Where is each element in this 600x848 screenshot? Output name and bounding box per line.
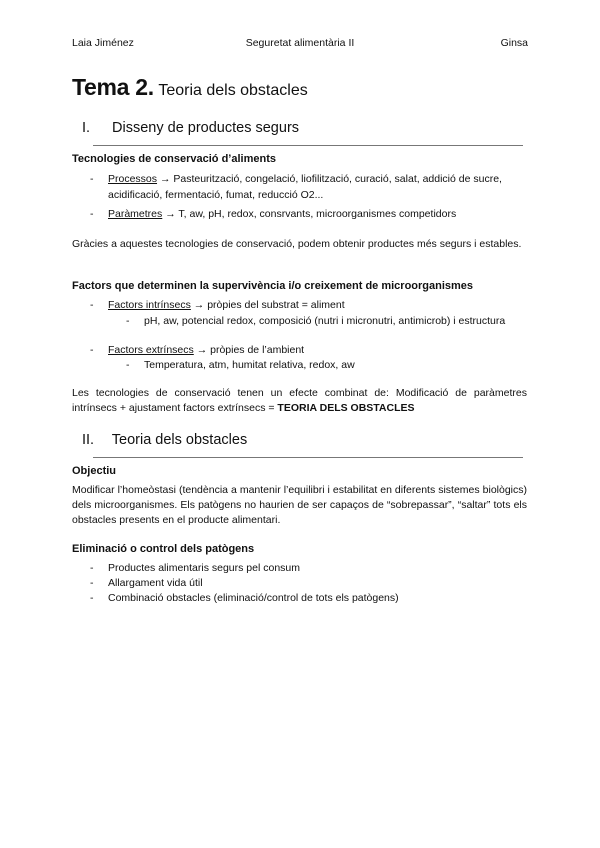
title-subtitle: Teoria dels obstacles [158,82,308,99]
title-dot: . [147,74,154,100]
section-2-number: II. [82,432,95,448]
header-author: Laia Jiménez [72,37,134,49]
title-prefix: Tema 2 [72,74,148,100]
section-2-title: Teoria dels obstacles [111,432,248,448]
section-1-title: Disseny de productes segurs [112,120,300,136]
paragraph-teoria-obstacles [72,386,527,416]
list-dash: - [126,315,130,327]
paragraph-objectiu: Modificar l’homeòstasi (tendència a mantenir l’equilibri i estabilitat en diferents sistemes biològics) dels microorganismes. Els patògens no haurien de ser capaços de “sobrepassar”, “saltar” tots els obstacles presents en el producte alimentari. [72,484,527,526]
list-item-text: Allargament vida útil [108,577,203,589]
list-dash: - [90,577,94,589]
intrinsecs-detail: pH, aw, potencial redox, composició (nutri i micronutri, antimicrob) i estructura [144,315,506,327]
page-title [72,74,308,101]
section-2-heading [82,432,247,448]
list-item-factors-intrinsecs [90,297,526,313]
processos-description: → Pasteurització, congelació, liofilització, curació, salat, addició de sucre, acidificació, fermentació, fumat, reducció O2... [108,173,502,201]
paragraph-teoria-text: Les tecnologies de conservació tenen un efecte combinat de: Modificació de paràmetres intrínsecs + ajustament factors extrínsecs = [72,387,527,414]
paragraph-teoria-bold: TEORIA DELS OBSTACLES [277,402,415,414]
list-item-factors-extrinsecs [90,342,526,358]
extrinsecs-description: → pròpies de l’ambient [193,344,305,356]
term-factors-intrinsecs: Factors intrínsecs [108,299,191,311]
subheading-objectiu: Objectiu [72,465,117,477]
list-item [90,575,526,591]
list-item [90,560,526,576]
subheading-factors: Factors que determinen la supervivència i/o creixement de microorganismes [72,280,474,292]
section-1-heading [82,120,299,136]
term-parametres: Paràmetres [108,208,163,220]
list-item [90,590,526,606]
term-factors-extrinsecs: Factors extrínsecs [108,344,194,356]
parametres-description: → T, aw, pH, redox, consrvants, microorganismes competidors [162,208,457,220]
section-2-divider [93,457,523,458]
list-item-text: Productes alimentaris segurs pel consum [108,562,301,574]
sublist-item-intrinsecs [126,313,528,329]
header-school: Ginsa [500,37,528,49]
list-dash: - [90,208,94,220]
list-dash: - [90,299,94,311]
list-item-processos [90,171,526,203]
intrinsecs-description: → pròpies del substrat = aliment [190,299,345,311]
extrinsecs-detail: Temperatura, atm, humitat relativa, redox, aw [144,359,355,371]
term-processos: Processos [108,173,158,185]
list-dash: - [90,173,94,185]
section-1-number: I. [82,120,91,136]
list-item-text: Combinació obstacles (eliminació/control de tots els patògens) [108,592,399,604]
subheading-eliminacio: Eliminació o control dels patògens [72,543,255,555]
header-subject: Seguretat alimentària II [245,37,355,49]
section-1-divider [93,145,523,146]
list-item-parametres [90,206,526,222]
list-dash: - [90,344,94,356]
paragraph-gracies: Gràcies a aquestes tecnologies de conservació, podem obtenir productes més segurs i estables. [72,238,522,250]
list-dash: - [90,562,94,574]
list-dash: - [90,592,94,604]
list-dash: - [126,359,130,371]
subheading-tecnologies: Tecnologies de conservació d’aliments [72,153,276,165]
sublist-item-extrinsecs [126,357,528,373]
page-header [72,37,528,51]
